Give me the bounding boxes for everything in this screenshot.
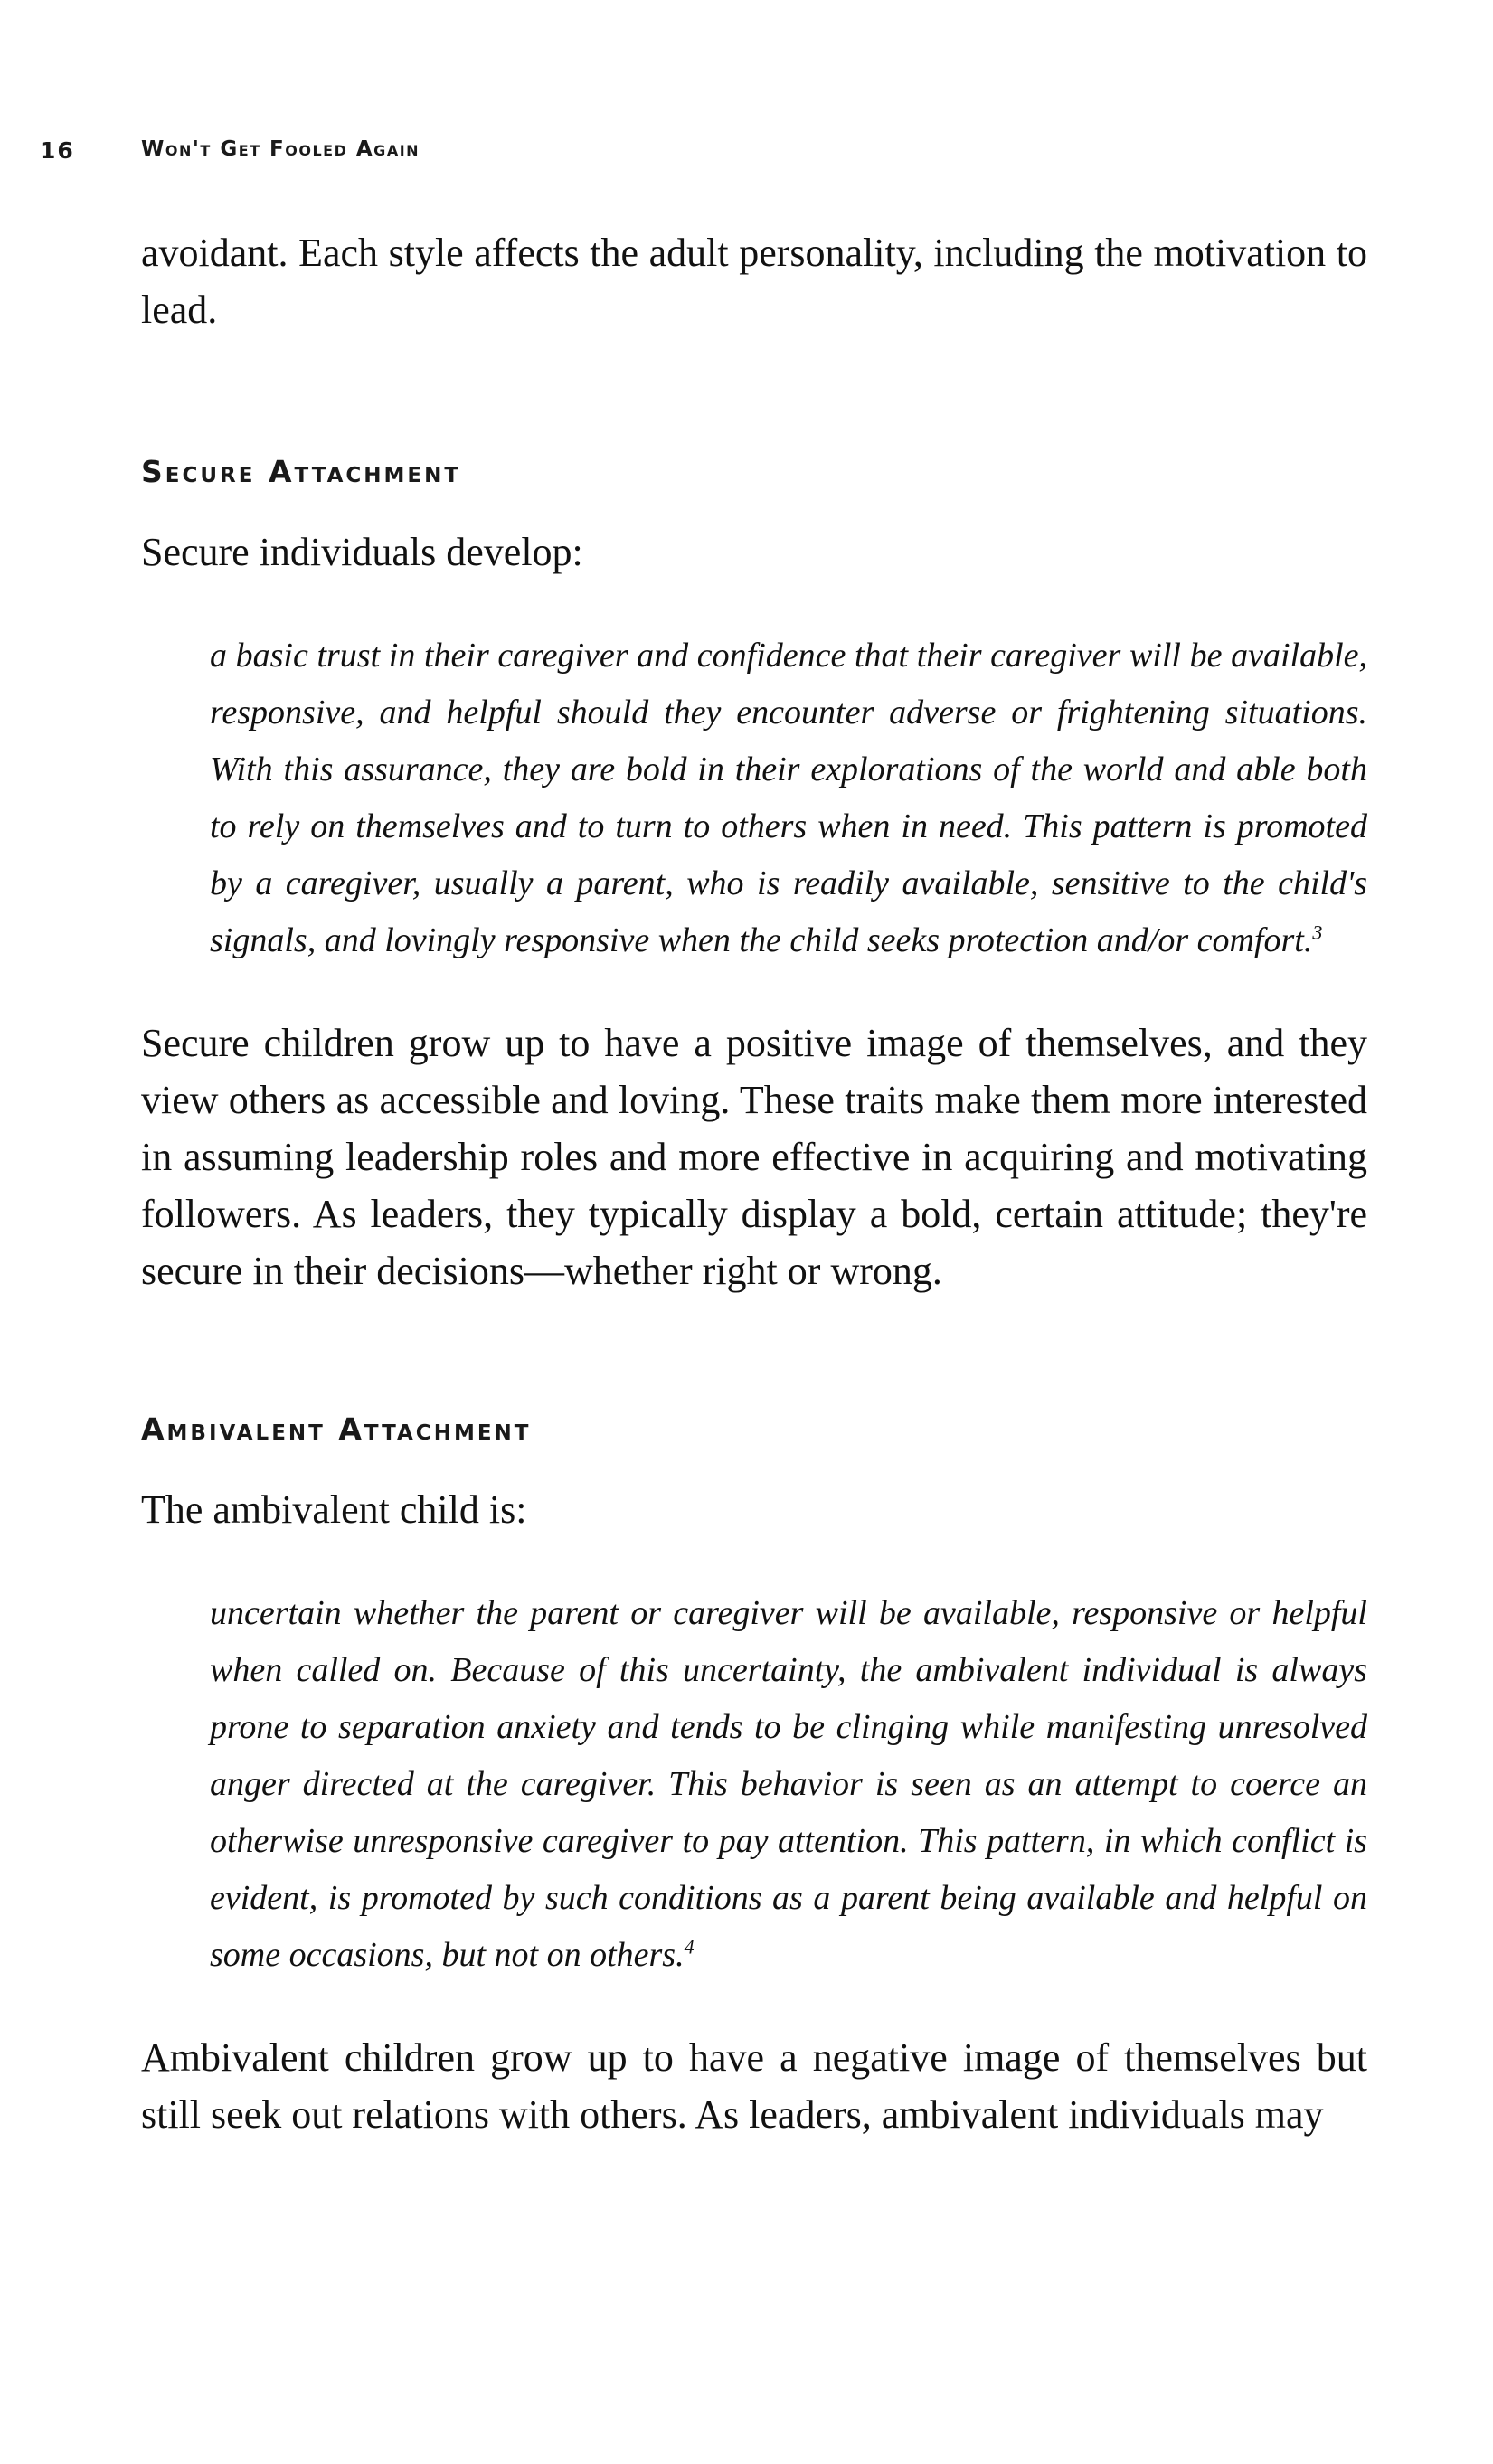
ambivalent-paragraph: Ambivalent children grow up to have a negative image of themselves but still seek out relations with others. As leaders, ambivalent individuals may (141, 2035, 1367, 2137)
section-heading-secure: Secure Attachment (141, 454, 462, 489)
footnote-marker-3: 3 (1312, 920, 1323, 944)
intro-paragraph: avoidant. Each style affects the adult personality, including the motivation to lead. (141, 231, 1367, 332)
running-head (0, 137, 1493, 174)
running-head-title: Won't Get Fooled Again (141, 137, 420, 161)
ambivalent-quote-text: uncertain whether the parent or caregiver will be available, responsive or helpful when called on. Because of this uncertainty, the ambivalent individual is always prone to separation anxiety and tends to be clinging while manifesting unresolved anger directed at the caregiver. This behavior is seen as an attempt to coerce an otherwise unresponsive caregiver to pay attention. This pattern, in which conflict is evident, is promoted by such conditions as a parent being available and helpful on some occasions, but not on others. (210, 1594, 1367, 1974)
section-heading-ambivalent: Ambivalent Attachment (141, 1411, 532, 1447)
page-number: 16 (40, 137, 75, 164)
ambivalent-block-quote (210, 1585, 1367, 1984)
secure-lead-paragraph: Secure individuals develop: (141, 530, 583, 574)
secure-block-quote (210, 628, 1367, 969)
secure-quote-text: a basic trust in their caregiver and confidence that their caregiver will be available, responsive, and helpful should they encounter adverse or frightening situations. With this assurance, they are bold in their explorations of the world and able both to rely on themselves and to turn to others when in need. This pattern is promoted by a caregiver, usually a parent, who is readily available, sensitive to the child's signals, and lovingly responsive when the child seeks protection and/or comfort. (210, 637, 1367, 959)
ambivalent-lead-paragraph: The ambivalent child is: (141, 1487, 527, 1532)
page-content (141, 224, 1367, 2143)
footnote-marker-4: 4 (684, 1935, 695, 1959)
secure-paragraph: Secure children grow up to have a positive image of themselves, and they view others as accessible and loving. These traits make them more interested in assuming leadership roles and more effective in acquiring and motivating followers. As leaders, they typically display a bold, certain attitude; they're secure in their decisions—whether right or wrong. (141, 1021, 1367, 1293)
